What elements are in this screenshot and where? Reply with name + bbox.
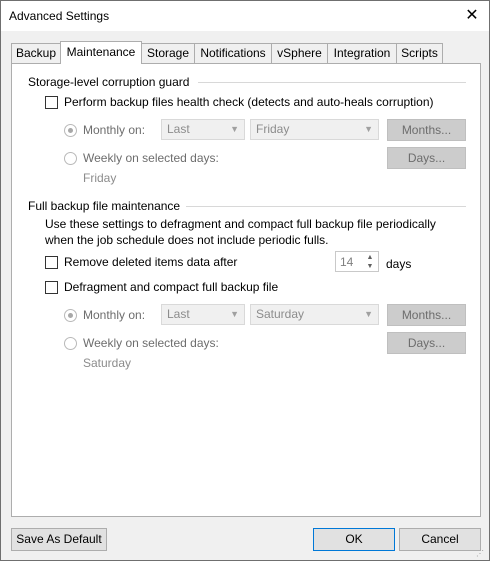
tab-storage[interactable]: Storage <box>141 43 195 63</box>
defrag-day-value: Saturday <box>256 307 305 321</box>
storage-weekly-radio[interactable] <box>64 152 77 165</box>
maintenance-panel <box>11 63 481 517</box>
storage-day-select[interactable] <box>250 119 379 140</box>
close-icon[interactable]: ✕ <box>465 7 479 24</box>
health-check-label: Perform backup files health check (detects and auto-heals corruption) <box>64 95 434 109</box>
storage-week-value: Last <box>167 122 190 136</box>
full-maintenance-title: Full backup file maintenance <box>28 199 181 213</box>
defrag-monthly-radio[interactable] <box>64 309 77 322</box>
storage-monthly-radio[interactable] <box>64 124 77 137</box>
defrag-label: Defragment and compact full backup file <box>64 280 279 294</box>
chevron-down-icon: ▼ <box>230 124 239 134</box>
defrag-day-select[interactable] <box>250 304 379 325</box>
days-unit-label: days <box>386 257 412 271</box>
storage-weekly-label: Weekly on selected days: <box>83 151 219 165</box>
spin-down-icon[interactable]: ▼ <box>366 263 374 270</box>
remove-days-stepper[interactable] <box>335 251 379 272</box>
storage-weekly-days: Friday <box>83 171 117 185</box>
storage-days-button[interactable]: Days... <box>387 147 466 169</box>
tab-notifications[interactable]: Notifications <box>194 43 272 63</box>
storage-day-value: Friday <box>256 122 290 136</box>
chevron-down-icon: ▼ <box>230 309 239 319</box>
maintenance-description-2: when the job schedule does not include periodic fulls. <box>45 233 329 247</box>
remove-days-value: 14 <box>340 255 354 269</box>
tab-vsphere[interactable]: vSphere <box>271 43 328 63</box>
defrag-weekly-label: Weekly on selected days: <box>83 336 219 350</box>
group-divider <box>186 206 466 207</box>
group-divider <box>198 82 466 83</box>
tab-integration[interactable]: Integration <box>327 43 397 63</box>
tab-backup[interactable]: Backup <box>11 43 61 63</box>
storage-week-select[interactable] <box>161 119 245 140</box>
remove-deleted-label: Remove deleted items data after <box>64 255 238 269</box>
defrag-weekly-days: Saturday <box>83 356 132 370</box>
tab-scripts[interactable]: Scripts <box>396 43 443 63</box>
defrag-week-value: Last <box>167 307 190 321</box>
defrag-months-button[interactable]: Months... <box>387 304 466 326</box>
cancel-button[interactable]: Cancel <box>399 528 481 551</box>
spin-up-icon[interactable]: ▲ <box>366 254 374 261</box>
defrag-checkbox[interactable] <box>45 281 58 294</box>
title-bar <box>1 1 489 31</box>
maintenance-description-1: Use these settings to defragment and compact full backup file periodically <box>45 217 436 231</box>
storage-months-button[interactable]: Months... <box>387 119 466 141</box>
health-check-checkbox[interactable] <box>45 96 58 109</box>
chevron-down-icon: ▼ <box>364 124 373 134</box>
storage-monthly-label: Monthly on: <box>83 123 146 137</box>
resize-grip-icon[interactable]: ⋰ <box>476 549 484 558</box>
save-as-default-button[interactable]: Save As Default <box>11 528 107 551</box>
defrag-monthly-label: Monthly on: <box>83 308 146 322</box>
defrag-weekly-radio[interactable] <box>64 337 77 350</box>
defrag-week-select[interactable] <box>161 304 245 325</box>
chevron-down-icon: ▼ <box>364 309 373 319</box>
defrag-days-button[interactable]: Days... <box>387 332 466 354</box>
ok-button[interactable]: OK <box>313 528 395 551</box>
tab-maintenance[interactable]: Maintenance <box>60 41 142 64</box>
remove-deleted-checkbox[interactable] <box>45 256 58 269</box>
dialog-title: Advanced Settings <box>9 9 110 23</box>
storage-guard-title: Storage-level corruption guard <box>28 75 190 89</box>
